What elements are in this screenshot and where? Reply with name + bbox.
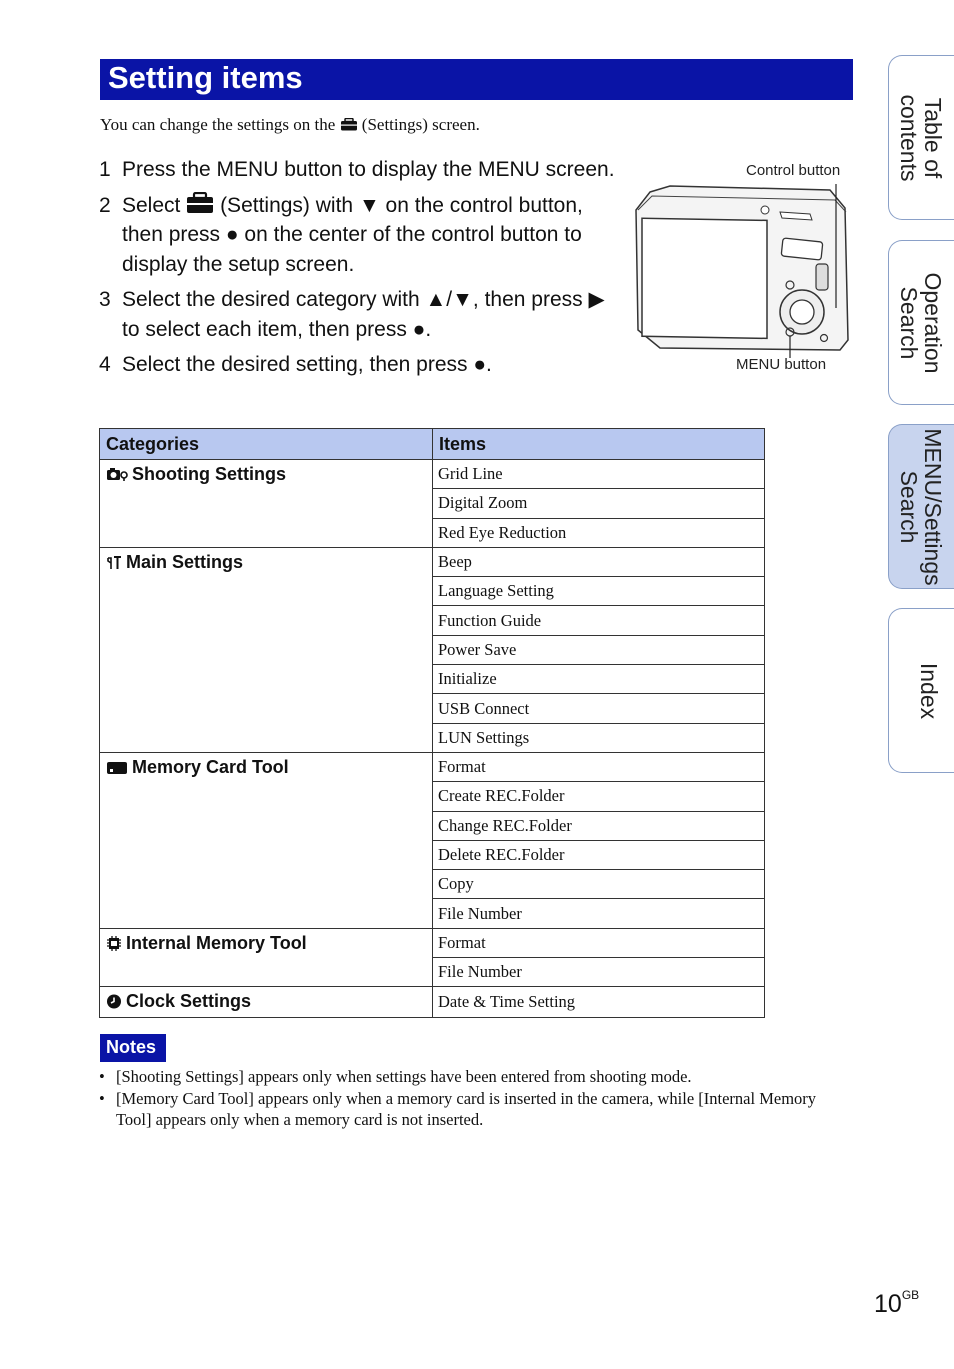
category-memory-card-tool <box>100 752 433 928</box>
intro-text-before: You can change the settings on the <box>100 115 336 134</box>
memory-card-icon <box>106 759 128 775</box>
step-text: Select the desired category with ▲/▼, then press ▶ to select each item, then press ●. <box>122 288 605 341</box>
control-button-label: Control button <box>746 162 841 179</box>
category-label: Internal Memory Tool <box>126 932 307 953</box>
step-text: Select the desired setting, then press ●. <box>122 353 492 376</box>
table-cell-item: USB Connect <box>433 694 765 723</box>
notes-list <box>99 1066 819 1131</box>
wrench-icon <box>106 554 122 570</box>
notes-label-text: Notes <box>106 1037 157 1057</box>
table-cell-item: Delete REC.Folder <box>433 840 765 869</box>
table-cell-item: Change REC.Folder <box>433 811 765 840</box>
step-number: 2 <box>99 193 111 217</box>
category-internal-memory-tool <box>100 928 433 987</box>
table-cell-item: Beep <box>433 547 765 576</box>
items-header: Items <box>433 429 765 460</box>
table-cell-item: Format <box>433 752 765 781</box>
step-number: 4 <box>99 353 111 376</box>
tab-label: Table of contents <box>896 94 946 181</box>
category-shooting-settings <box>100 460 433 548</box>
step-text: (Settings) with ▼ on the control button, then press ● on the center of the control button to display the setup screen. <box>122 193 583 276</box>
table-cell-item: Power Save <box>433 635 765 664</box>
settings-table <box>99 428 765 1018</box>
step-text: Press the MENU button to display the MENU screen. <box>122 158 615 181</box>
step-2 <box>99 191 619 280</box>
step-text: Select <box>122 193 181 217</box>
bullet: • <box>99 1067 105 1086</box>
table-cell-item: Function Guide <box>433 606 765 635</box>
table-row <box>100 460 765 489</box>
tab-table-of-contents[interactable] <box>888 55 954 220</box>
table-row <box>100 547 765 576</box>
category-label: Clock Settings <box>126 991 252 1012</box>
table-cell-item: File Number <box>433 958 765 987</box>
page-title: Setting items <box>108 60 303 95</box>
camera-icon <box>630 160 860 360</box>
menu-button-label: MENU button <box>736 356 827 373</box>
table-cell-item: Copy <box>433 870 765 899</box>
page-title-bar <box>100 59 853 100</box>
toolbox-icon <box>186 192 214 214</box>
page-number-suffix: GB <box>901 1288 920 1302</box>
table-row <box>100 987 765 1018</box>
table-cell-item: File Number <box>433 899 765 928</box>
camera-illustration <box>630 160 860 375</box>
tab-label: Operation Search <box>896 271 946 373</box>
tab-operation-search[interactable] <box>888 240 954 405</box>
table-cell-item: Create REC.Folder <box>433 782 765 811</box>
category-label: Main Settings <box>126 551 244 572</box>
note-item <box>99 1088 819 1131</box>
clock-icon <box>106 993 122 1009</box>
table-cell-item: Language Setting <box>433 577 765 606</box>
step-number: 1 <box>99 158 111 181</box>
bullet: • <box>99 1088 105 1108</box>
tab-label: Index <box>916 662 942 719</box>
category-label: Memory Card Tool <box>132 756 289 777</box>
table-row <box>100 752 765 781</box>
table-cell-item: Red Eye Reduction <box>433 518 765 547</box>
table-cell-item: Format <box>433 928 765 957</box>
page-number-value: 10 <box>874 1290 902 1318</box>
table-cell-item: Initialize <box>433 665 765 694</box>
instruction-steps <box>99 155 619 386</box>
toolbox-icon <box>340 118 358 131</box>
page-number <box>874 1290 919 1319</box>
notes-label <box>100 1034 166 1062</box>
category-label: Shooting Settings <box>132 464 286 484</box>
step-number: 3 <box>99 288 111 311</box>
categories-header: Categories <box>100 429 433 460</box>
table-cell-item: Grid Line <box>433 460 765 489</box>
intro-text-after: (Settings) screen. <box>361 115 480 134</box>
note-text: [Memory Card Tool] appears only when a memory card is inserted in the camera, while [Internal Memory Tool] appears only when a memory card is not inserted. <box>116 1088 817 1129</box>
note-item <box>99 1066 819 1088</box>
category-clock-settings <box>100 987 433 1018</box>
table-cell-item: Digital Zoom <box>433 489 765 518</box>
tab-index[interactable] <box>888 608 954 773</box>
table-cell-item: LUN Settings <box>433 723 765 752</box>
step-1 <box>99 155 619 185</box>
table-header-row <box>100 429 765 460</box>
table-row <box>100 928 765 957</box>
internal-memory-icon <box>106 935 122 951</box>
category-main-settings <box>100 547 433 752</box>
intro-text <box>100 115 480 135</box>
step-4 <box>99 350 619 380</box>
camera-settings-icon <box>106 466 128 482</box>
tab-label: MENU/Settings Search <box>896 427 946 586</box>
step-3 <box>99 285 619 344</box>
table-cell-item: Date & Time Setting <box>433 987 765 1018</box>
tab-menu-settings-search[interactable] <box>888 424 954 589</box>
note-text: [Shooting Settings] appears only when settings have been entered from shooting mode. <box>116 1067 692 1086</box>
